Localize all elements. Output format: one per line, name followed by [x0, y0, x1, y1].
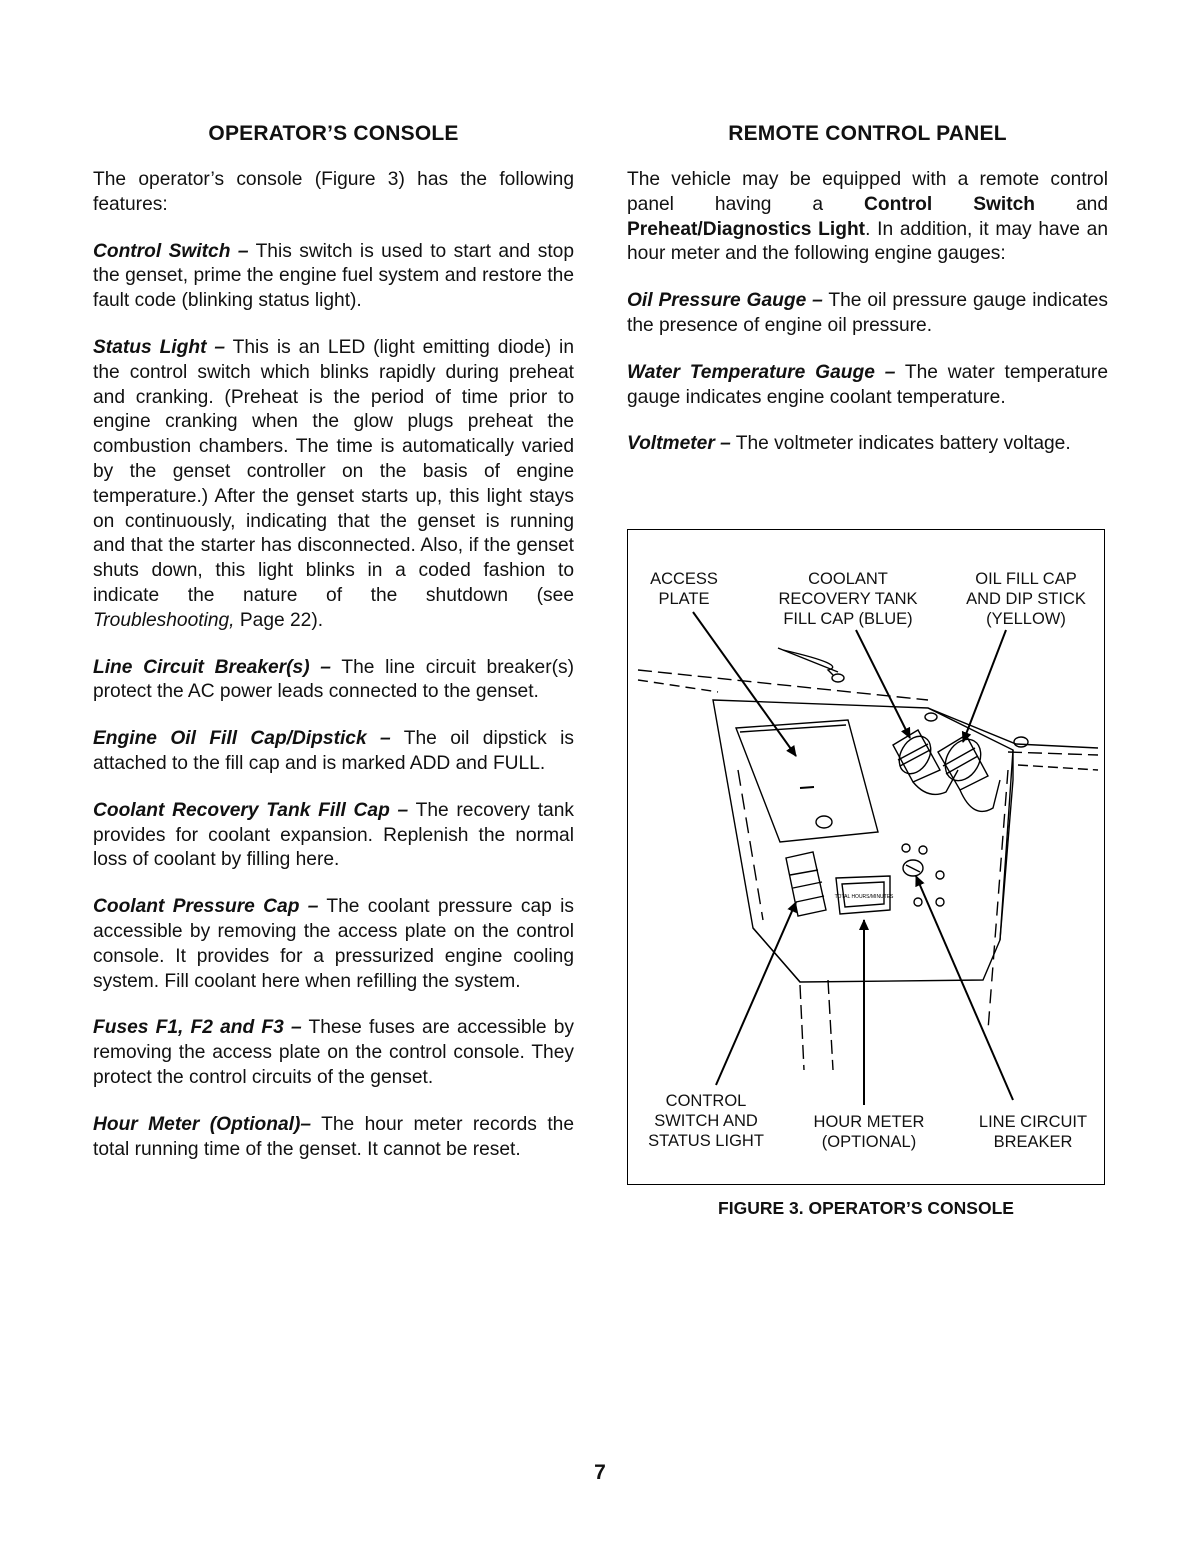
- item-hour-meter: [93, 1113, 574, 1163]
- item-fuses: [93, 1016, 574, 1090]
- item-oil-pressure-gauge: [627, 289, 1108, 339]
- desc: The hour meter records the total running time of the genset. It cannot be reset.: [93, 1113, 574, 1160]
- desc: The water temperature gauge indicates engine coolant temperature.: [627, 361, 1108, 408]
- knob: [832, 674, 844, 682]
- arrow-control-switch: [716, 902, 796, 1085]
- coolant-cap-shape: [893, 730, 958, 794]
- label-line: (YELLOW): [986, 610, 1066, 628]
- left-column: [93, 122, 574, 1184]
- label-line-breaker: [968, 1112, 1098, 1152]
- label-line: PLATE: [658, 590, 710, 608]
- intro-bold: Preheat/Diagnostics Light: [627, 218, 866, 240]
- dash-line-right: [1008, 752, 1098, 755]
- intro-text: and: [1035, 193, 1108, 215]
- indicator: [902, 844, 910, 852]
- indicator: [936, 871, 944, 879]
- dash-line-right2: [1018, 765, 1098, 770]
- term: Control Switch –: [93, 240, 249, 262]
- term: Engine Oil Fill Cap/Dipstick –: [93, 728, 391, 750]
- knob: [1014, 737, 1028, 747]
- item-control-switch: [93, 240, 574, 314]
- access-plate-shape: [736, 720, 878, 842]
- dash-line-bottom: [800, 985, 804, 1070]
- dash-line-bottom2: [828, 980, 833, 1070]
- desc: This switch is used to start and stop the genset, prime the engine fuel system and restore the fault code (blinking status light).: [93, 240, 574, 312]
- label-line: OIL FILL CAP: [975, 570, 1077, 588]
- label-line: SWITCH AND: [654, 1112, 758, 1130]
- arrow-coolant-cap: [856, 630, 910, 738]
- label-control-switch: [640, 1091, 772, 1151]
- term: Water Temperature Gauge –: [627, 361, 896, 383]
- label-line: BREAKER: [993, 1133, 1073, 1151]
- indicator: [919, 846, 927, 854]
- operators-console-heading: OPERATOR’S CONSOLE: [208, 122, 459, 145]
- page-number: 7: [594, 1461, 606, 1484]
- oil-cap-shape: [938, 733, 1000, 811]
- label-access-plate: [642, 569, 726, 609]
- label-line: ACCESS: [650, 570, 718, 588]
- label-line: AND DIP STICK: [966, 590, 1086, 608]
- desc: The line circuit breaker(s) protect the AC power leads connected to the genset.: [93, 656, 574, 703]
- label-line: FILL CAP (BLUE): [783, 610, 913, 628]
- desc-tail: Page 22).: [234, 609, 324, 631]
- label-line: HOUR METER: [813, 1113, 925, 1131]
- label-coolant-cap: [768, 569, 928, 629]
- arrow-line-breaker: [916, 876, 1013, 1100]
- right-column: [627, 122, 1108, 479]
- desc: The recovery tank provides for coolant expansion. Replenish the normal loss of coolant by filling here.: [93, 799, 574, 871]
- label-line: STATUS LIGHT: [648, 1132, 764, 1150]
- label-line: COOLANT: [808, 570, 888, 588]
- label-line: RECOVERY TANK: [778, 590, 918, 608]
- knob: [925, 713, 937, 721]
- intro-bold: Control Switch: [864, 193, 1036, 215]
- term: Voltmeter –: [627, 433, 731, 455]
- term: Coolant Pressure Cap –: [93, 896, 319, 918]
- desc: The oil dipstick is attached to the fill cap and is marked ADD and FULL.: [93, 728, 574, 774]
- label-line: CONTROL: [665, 1092, 747, 1110]
- meter-text: TOTAL HOURS/MINUTES: [834, 894, 894, 900]
- remote-control-panel-heading: REMOTE CONTROL PANEL: [728, 122, 1007, 145]
- intro-text: The vehicle may be equipped with a remote control panel having a: [627, 169, 1108, 215]
- item-coolant-recovery-cap: [93, 799, 574, 873]
- indicator: [914, 898, 922, 906]
- label-line: LINE CIRCUIT: [978, 1113, 1088, 1131]
- figure-operators-console: [627, 529, 1105, 1185]
- desc: The coolant pressure cap is accessible by removing the access plate on the control console. It provides for a pressurized engine cooling system. Fill coolant here when refilling the system.: [93, 896, 574, 992]
- arrow-oil-fill: [963, 630, 1006, 742]
- term: Coolant Recovery Tank Fill Cap –: [93, 799, 409, 821]
- item-line-circuit-breaker: [93, 656, 574, 706]
- item-voltmeter: [627, 432, 1108, 457]
- troubleshooting-ref: Troubleshooting,: [93, 609, 235, 631]
- desc: This is an LED (light emitting diode) in the control switch which blinks rapidly during preheat and cranking. (Preheat is the period of time prior to engine cranking when the glow plugs preheat the combustion chambers. The time is automatically varied by the genset controller on the basis of engine temperature.) After the genset starts up, this light stays on continuously, indicating that the genset is running and that the starter has disconnected. Also, if the genset shuts down, this light blinks in a coded fashion to indicate the nature of the shutdown (see: [93, 336, 574, 606]
- item-oil-fill-cap: [93, 727, 574, 777]
- term: Line Circuit Breaker(s) –: [93, 656, 331, 678]
- indicator: [936, 898, 944, 906]
- remote-intro: [627, 168, 1108, 267]
- dash-line: [638, 680, 718, 692]
- term: Fuses F1, F2 and F3 –: [93, 1017, 302, 1039]
- term: Oil Pressure Gauge –: [627, 290, 823, 312]
- desc: The voltmeter indicates battery voltage.: [730, 433, 1071, 455]
- label-hour-meter: [804, 1112, 934, 1152]
- panel-bottom-left: [753, 928, 800, 982]
- label-line: (OPTIONAL): [821, 1133, 917, 1151]
- operators-console-intro: The operator’s console (Figure 3) has the following features:: [93, 169, 574, 215]
- label-oil-fill: [956, 569, 1096, 629]
- term: Status Light –: [93, 336, 226, 358]
- item-water-temp-gauge: [627, 361, 1108, 411]
- term: Hour Meter (Optional)–: [93, 1113, 312, 1135]
- desc: These fuses are accessible by removing the access plate on the control console. They protect the control circuits of the genset.: [93, 1017, 574, 1088]
- desc: The oil pressure gauge indicates the presence of engine oil pressure.: [627, 290, 1108, 336]
- dash-line-left: [738, 770, 763, 920]
- switch-shape: [786, 852, 826, 916]
- intro-text: . In addition, it may have an hour meter and the following engine gauges:: [627, 218, 1109, 265]
- item-coolant-pressure-cap: [93, 895, 574, 994]
- arrow-access-plate: [693, 612, 796, 756]
- breaker-shape: [903, 860, 923, 876]
- cable2: [778, 648, 838, 672]
- figure-caption: FIGURE 3. OPERATOR’S CONSOLE: [718, 1198, 1014, 1218]
- item-status-light: [93, 336, 574, 634]
